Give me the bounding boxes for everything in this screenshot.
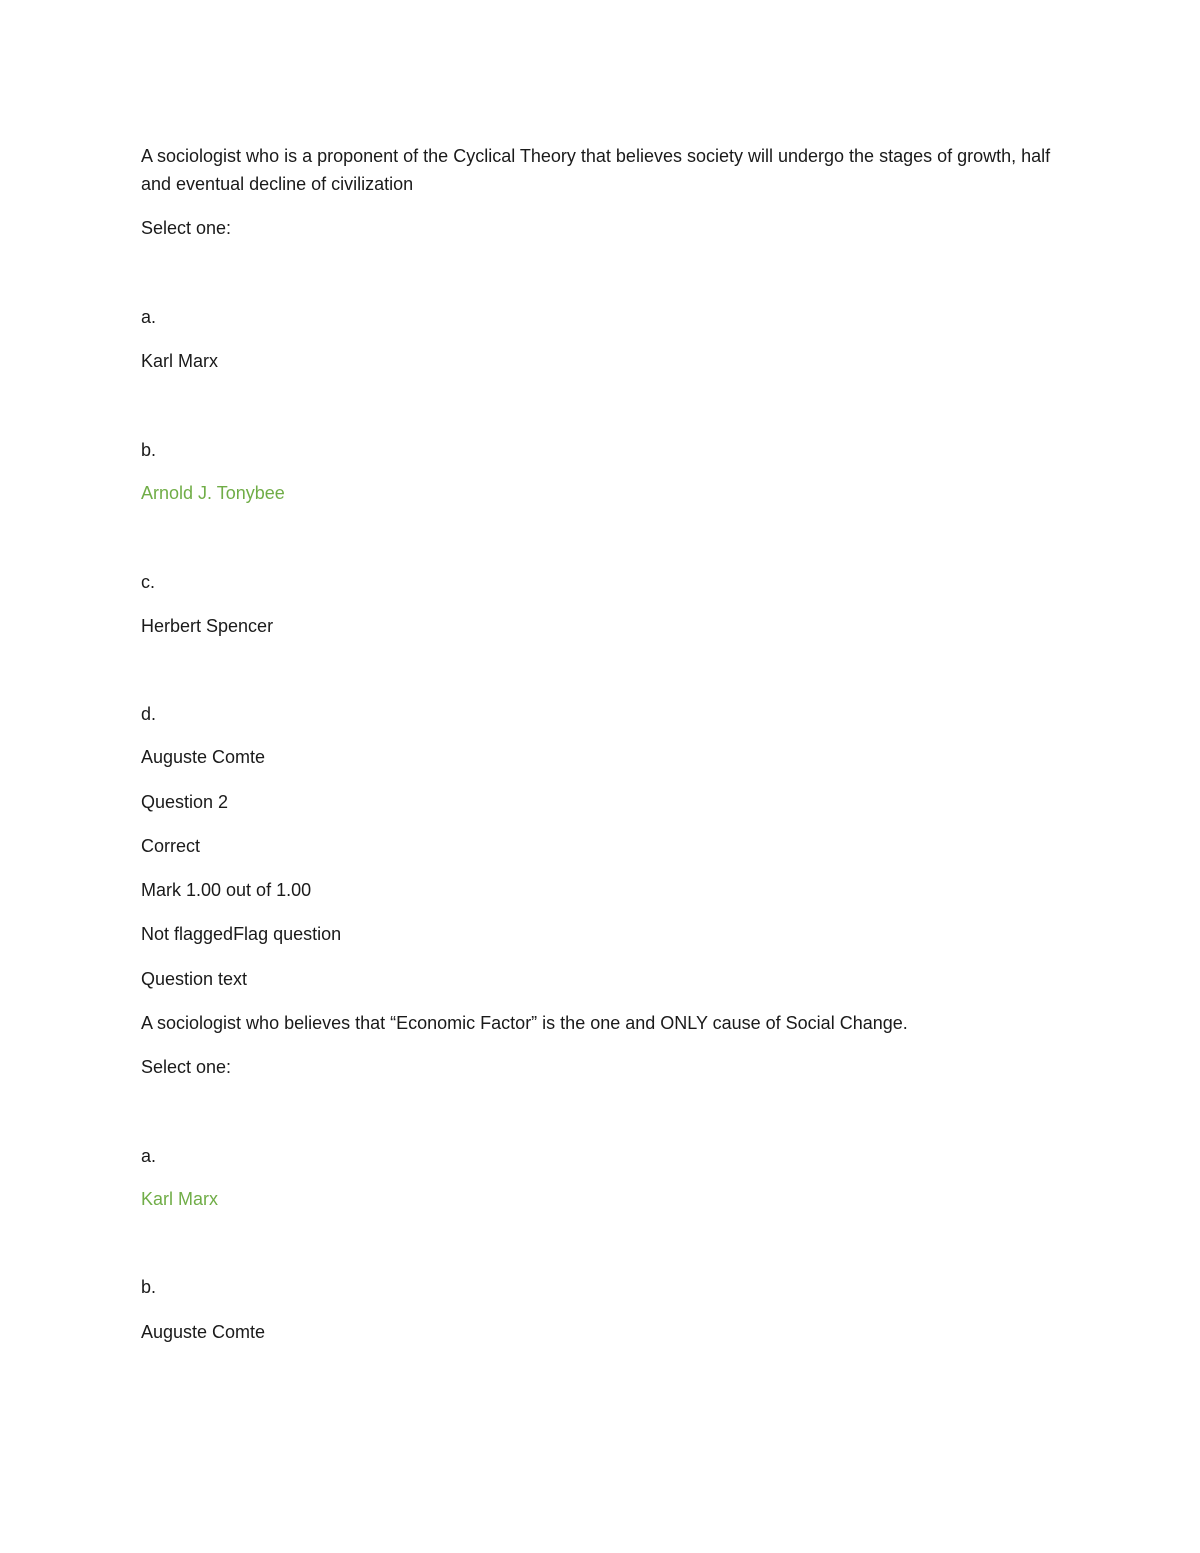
question-1-select-label: Select one: — [141, 218, 232, 238]
q2-option-a-letter: a. — [141, 1146, 157, 1166]
q1-option-d-letter: d. — [141, 704, 157, 724]
q2-option-b-letter: b. — [141, 1277, 157, 1297]
q1-option-a-text[interactable]: Karl Marx — [141, 351, 219, 371]
q1-option-d-text[interactable]: Auguste Comte — [141, 747, 266, 767]
question-2-text-label: Question text — [141, 969, 248, 989]
question-1-text: A sociologist who is a proponent of the Cyclical Theory that believes society will undergo the stages of growth, half and eventual decline of civilization — [141, 146, 1051, 194]
q1-option-c-text[interactable]: Herbert Spencer — [141, 616, 274, 636]
question-2-mark: Mark 1.00 out of 1.00 — [141, 880, 312, 900]
q2-option-b-text[interactable]: Auguste Comte — [141, 1322, 266, 1342]
question-2-select-label: Select one: — [141, 1057, 232, 1077]
q2-option-a-text-correct[interactable]: Karl Marx — [141, 1189, 219, 1209]
q1-option-a-letter: a. — [141, 307, 157, 327]
question-2-flag[interactable]: Not flaggedFlag question — [141, 924, 342, 944]
q1-option-b-text-correct[interactable]: Arnold J. Tonybee — [141, 483, 285, 503]
question-2-status: Correct — [141, 836, 201, 856]
question-2-text: A sociologist who believes that “Economic Factor” is the one and ONLY cause of Social Change. — [141, 1013, 908, 1033]
q1-option-c-letter: c. — [141, 572, 156, 592]
question-2-heading: Question 2 — [141, 792, 229, 812]
q1-option-b-letter: b. — [141, 440, 157, 460]
